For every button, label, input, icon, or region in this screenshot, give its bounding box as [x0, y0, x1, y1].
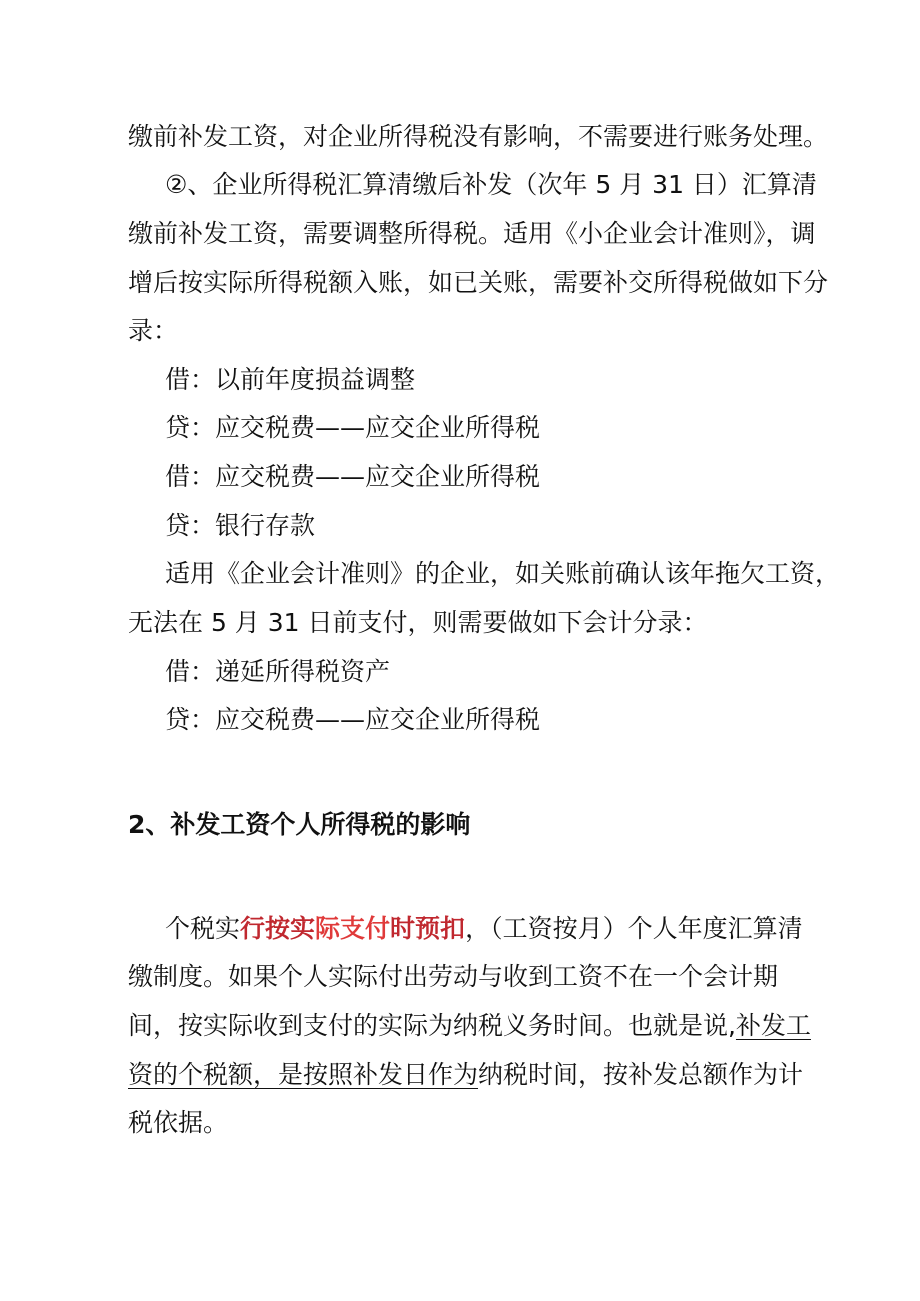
text-run: ，（工资按月）个人年度汇算清: [465, 914, 803, 943]
text-run: 个税实: [165, 914, 241, 943]
paragraph-line: 录：: [128, 316, 179, 345]
paragraph-line: 缴制度。如果个人实际付出劳动与收到工资不在一个会计期: [128, 962, 779, 991]
paragraph-line: [128, 1058, 803, 1092]
journal-entry: 贷：银行存款: [165, 511, 316, 540]
journal-entry: 贷：应交税费——应交企业所得税: [165, 413, 541, 442]
journal-entry: 借：应交税费——应交企业所得税: [165, 462, 541, 491]
text-run: 纳税时间，按补发总额作为计: [478, 1060, 804, 1089]
text-run: 间，按实际收到支付的实际为纳税义务时间。也就是说,: [128, 1011, 736, 1040]
paragraph-line: 缴前补发工资，对企业所得税没有影响，不需要进行账务处理。: [128, 122, 829, 151]
underlined-text: 资的个税额，是按照补发日作为: [128, 1060, 479, 1089]
paragraph-line: 适用《企业会计准则》的企业，如关账前确认该年拖欠工资，: [165, 559, 841, 588]
paragraph-line: [128, 1009, 811, 1043]
underlined-text: 补发工: [735, 1011, 811, 1040]
paragraph-line: 税依据。: [128, 1108, 229, 1137]
paragraph-line: 增后按实际所得税额入账，如已关账，需要补交所得税做如下分: [128, 268, 829, 297]
paragraph-line: 缴前补发工资，需要调整所得税。适用《小企业会计准则》，调: [128, 219, 816, 248]
section-heading: 2、补发工资个人所得税的影响: [128, 810, 471, 839]
journal-entry: 借：递延所得税资产: [165, 657, 391, 686]
highlighted-text: 行按实: [240, 914, 316, 943]
paragraph-line: [165, 912, 803, 946]
journal-entry: 借：以前年度损益调整: [165, 365, 416, 394]
journal-entry: 贷：应交税费——应交企业所得税: [165, 705, 541, 734]
highlighted-text: 际支付: [315, 914, 391, 943]
highlighted-text: 时预扣: [390, 914, 466, 943]
paragraph-line: ②、企业所得税汇算清缴后补发（次年 5 月 31 日）汇算清: [165, 170, 817, 199]
paragraph-line: 无法在 5 月 31 日前支付，则需要做如下会计分录：: [128, 608, 708, 637]
